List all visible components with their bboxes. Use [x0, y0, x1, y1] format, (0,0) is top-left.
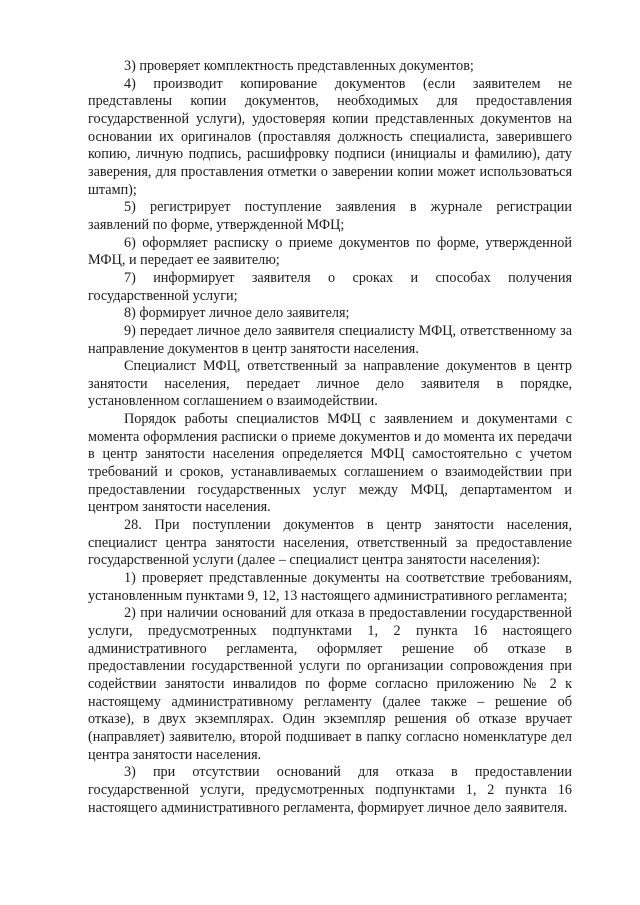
paragraph-sub-1: 1) проверяет представленные документы на соответствие требованиям, установленным пунктами 9, 12, 13 настоящего административного регламента;	[88, 570, 572, 604]
paragraph-mfc-transfer: Специалист МФЦ, ответственный за направление документов в центр занятости населения, передает личное дело заявителя в порядке, установленном соглашением о взаимодействии.	[88, 358, 572, 410]
paragraph-sub-3: 3) при отсутствии оснований для отказа в предоставлении государственной услуги, предусмотренных подпунктами 1, 2 пункта 16 настоящего административного регламента, формирует личное дело заявителя.	[88, 764, 572, 816]
paragraph-item-5: 5) регистрирует поступление заявления в журнале регистрации заявлений по форме, утвержденной МФЦ;	[88, 199, 572, 233]
paragraph-work-procedure: Порядок работы специалистов МФЦ с заявлением и документами с момента оформления расписки о приеме документов и до момента их передачи в центр занятости населения определяется МФЦ самостоятельно с учетом требований и сроков, устанавливаемых соглашением о взаимодействии при предоставлении государственных услуг между МФЦ, департаментом и центром занятости населения.	[88, 411, 572, 516]
paragraph-sub-2: 2) при наличии оснований для отказа в предоставлении государственной услуги, предусмотренных подпунктами 1, 2 пункта 16 настоящего административного регламента, оформляет решение об отказе в предоставлении государственной услуги по организации сопровождения при содействии занятости инвалидов по форме согласно приложению № 2 к настоящему административному регламенту (далее также – решение об отказе), в двух экземплярах. Один экземпляр решения об отказе вручает (направляет) заявителю, второй подшивает в папку согласно номенклатуре дел центра занятости населения.	[88, 605, 572, 763]
paragraph-item-7: 7) информирует заявителя о сроках и способах получения государственной услуги;	[88, 269, 572, 304]
paragraph-item-8: 8) формирует личное дело заявителя;	[124, 305, 350, 322]
document-page	[88, 58, 572, 817]
paragraph-item-4: 4) производит копирование документов (если заявителем не представлены копии документов, необходимых для предоставления государственной услуги), удостоверяя копии представленных документов на основании их оригиналов (проставляя должность специалиста, заверившего копию, личную подпись, расшифровку подписи (инициалы и фамилию), дату заверения, для проставления отметки о заверении копии может использоваться штамп);	[88, 75, 572, 198]
paragraph-item-6: 6) оформляет расписку о приеме документов по форме, утвержденной МФЦ, и передает ее заявителю;	[88, 234, 572, 269]
paragraph-item-9: 9) передает личное дело заявителя специалисту МФЦ, ответственному за направление документов в центр занятости населения.	[88, 322, 572, 357]
paragraph-item-3: 3) проверяет комплектность представленных документов;	[124, 58, 474, 74]
paragraph-clause-28: 28. При поступлении документов в центр занятости населения, специалист центра занятости населения, ответственный за предоставление государственной услуги (далее – специалист центра занятости населения):	[88, 517, 572, 569]
